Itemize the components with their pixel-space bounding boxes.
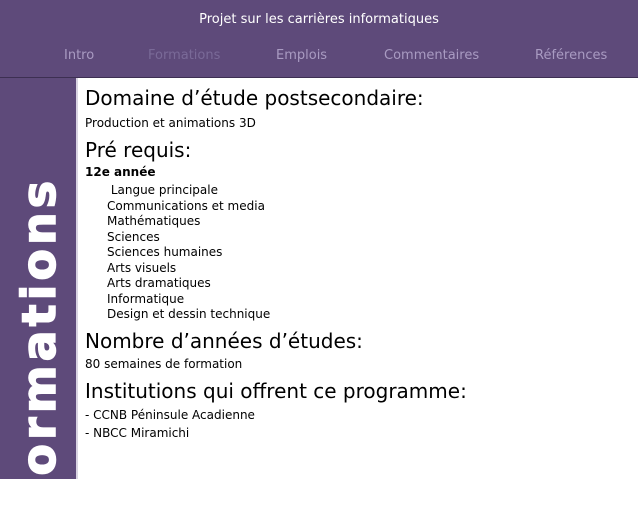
list-item: Sciences <box>107 229 160 244</box>
domaine-text: Production et animations 3D <box>85 116 256 130</box>
prerequis-course-list <box>85 183 625 323</box>
institution-item: - CCNB Péninsule Acadienne <box>85 407 255 422</box>
duree-text: 80 semaines de formation <box>85 356 243 371</box>
sidebar <box>0 78 78 509</box>
list-item: Communications et media <box>107 198 265 213</box>
nav-emplois[interactable]: Emplois <box>276 48 328 63</box>
institutions-heading: Institutions qui offrent ce programme: <box>85 378 467 403</box>
list-item: Informatique <box>107 291 185 306</box>
page-title: Projet sur les carrières informatiques <box>199 12 439 27</box>
prerequis-heading: Pré requis: <box>85 138 192 162</box>
main-content <box>85 86 625 441</box>
prerequis-grade: 12e année <box>85 165 156 179</box>
list-item: Arts visuels <box>107 260 177 275</box>
header-bar <box>0 0 638 78</box>
domaine-heading: Domaine d’étude postsecondaire: <box>85 86 424 110</box>
list-item: Mathématiques <box>107 214 201 228</box>
nav-references[interactable]: Références <box>535 48 608 63</box>
list-item: Langue principale <box>107 183 218 197</box>
list-item: Arts dramatiques <box>107 276 211 290</box>
list-item: Sciences humaines <box>107 245 223 259</box>
nav-commentaires[interactable]: Commentaires <box>384 48 480 63</box>
sidebar-section-label: Formations <box>12 176 66 509</box>
nav-intro[interactable]: Intro <box>64 48 95 63</box>
institution-item: - NBCC Miramichi <box>85 425 190 440</box>
duree-heading: Nombre d’années d’études: <box>85 328 363 353</box>
nav-formations[interactable]: Formations <box>148 48 221 63</box>
list-item: Design et dessin technique <box>107 307 271 321</box>
